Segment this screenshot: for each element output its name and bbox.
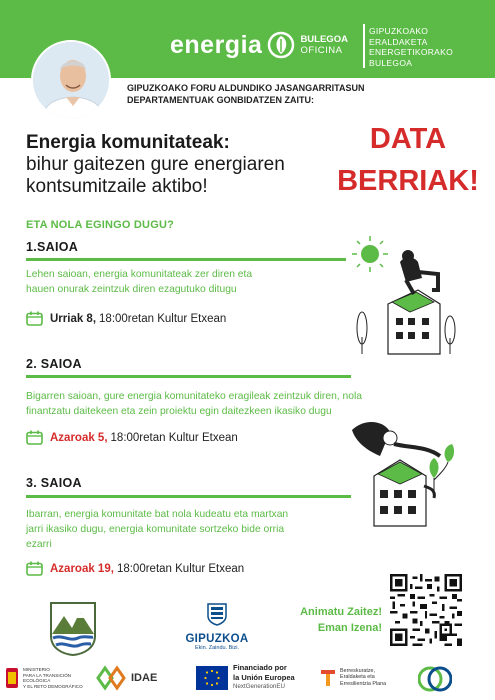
eu-text [233,664,295,692]
description-line: jarri ikasiko dugu, energia komunitate sortzeko bide orria [26,524,285,535]
gipuzkoa-crest-icon [206,602,228,626]
description-line: Lehen saioan, energia komunitateak zer diren eta [26,269,253,280]
agency-line: ERALDAKETA [369,36,428,47]
session-2-rule [26,375,351,378]
session-2-date: Azaroak 5, [50,431,108,444]
session-1-description [26,267,336,297]
session-2-time-place: 18:00retan Kultur Etxean [110,431,238,444]
cta-line-1: Animatu Zaitez! [300,606,382,618]
agency-name [369,26,453,68]
idae-logo [96,664,157,692]
person-photo-icon [33,42,111,120]
description-line: finantzatu daitekeen eta zein proiektu egin daitezkeen ikasiko dugu [26,406,332,417]
description-line: ezarri [26,539,52,550]
event-title [26,132,336,198]
session-3-description [26,507,356,552]
invitation-text: GIPUZKOAKO FORU ALDUNDIKO JASANGARRITASUN DEPARTAMENTUAK GONBIDATZEN ZAITU: [127,83,365,105]
brand-subtitle [300,34,348,56]
call-to-action [280,604,382,636]
energy-leaf-icon [266,30,296,60]
section-question: ETA NOLA EGINGO DUGU? [26,219,175,231]
session-2-date-row [26,430,238,445]
solar-building-illustration [348,232,458,357]
session-3-date: Azaroak 19, [50,562,114,575]
session-2-description [26,389,426,419]
brand-sub-bulegoa: BULEGOA [300,34,348,45]
ministry-line: PARA LA TRANSICIÓN ECOLÓGICA [23,672,72,683]
agency-line: BULEGOA [369,57,413,68]
title-line-1: Energia komunitateak: [26,132,230,153]
energy-office-small-logo [418,664,452,694]
session-3-title: 3. SAIOA [26,476,82,490]
description-line: Bigarren saioan, gure energia komunitateko eragileak zeintzuk diren, nola [26,391,362,402]
gipuzkoa-name: GIPUZKOA [185,633,249,645]
session-3-rule [26,495,351,498]
plan-line: Erresilientzia Plana [340,680,387,687]
title-line-3: kontsumitzaile aktibo! [26,176,208,197]
eu-line-1: Financiado por [233,663,287,672]
agency-line: ENERGETIKORAKO [369,47,454,57]
plan-line: Berreskuratze, [340,668,376,674]
header-divider [363,24,365,68]
brand-word: energia [170,30,263,59]
calendar-icon [26,561,43,576]
session-3-date-row [26,561,244,576]
eu-flag-icon [196,666,228,690]
speaker-avatar [31,40,111,120]
agency-line: GIPUZKOAKO [369,26,429,36]
energia-bulegoa-logo [170,30,348,60]
eu-line-3: NextGenerationEU [233,683,285,690]
ministry-line: Y EL RETO DEMOGRÁFICO [23,683,83,689]
session-1-title: 1.SAIOA [26,240,79,254]
title-line-2: bihur gaitezen gure energiaren [26,154,285,175]
session-3-time-place: 18:00retan Kultur Etxean [116,562,245,575]
brand-sub-oficina: OFICINA [300,45,343,56]
green-house-illustration [350,416,460,528]
calendar-icon [26,430,43,445]
session-1-time-place: 18:00retan Kultur Etxean [99,312,227,325]
gipuzkoa-tagline: Ekin. Zaindu. Bizi. [194,645,240,651]
ministry-line: MINISTERIO [23,667,50,672]
municipality-coat-of-arms [48,600,98,656]
ministry-logo [4,666,85,690]
eu-line-2: la Unión Europea [233,672,295,682]
recovery-plan-icon [320,669,336,687]
stamp-line-2: BERRIAK! [337,165,479,197]
stamp-line-1: DATA [369,123,447,155]
gipuzkoa-logo [177,602,257,651]
session-1-rule [26,258,346,261]
idae-text: IDAE [131,672,158,684]
session-2-title: 2. SAIOA [26,357,82,371]
plan-line: Eraldaketa eta [340,674,375,681]
cta-line-2: Eman Izena! [317,622,382,634]
recovery-plan-logo [320,668,386,687]
ministry-text [23,667,85,689]
description-line: hauen onurak zeintzuk diren ezagutuko ditugu [26,284,237,295]
spain-crest-icon [4,666,20,690]
calendar-icon [26,311,43,326]
recovery-plan-text [340,668,386,687]
new-dates-stamp [328,118,488,202]
idae-mark-icon [96,664,128,692]
registration-qr-code[interactable] [390,574,462,646]
session-1-date-row [26,311,226,326]
description-line: Ibarran, energia komunitate bat nola kudeatu eta martxan [26,509,289,520]
eu-funding-logo [196,664,295,692]
session-1-date: Urriak 8, [50,312,97,325]
